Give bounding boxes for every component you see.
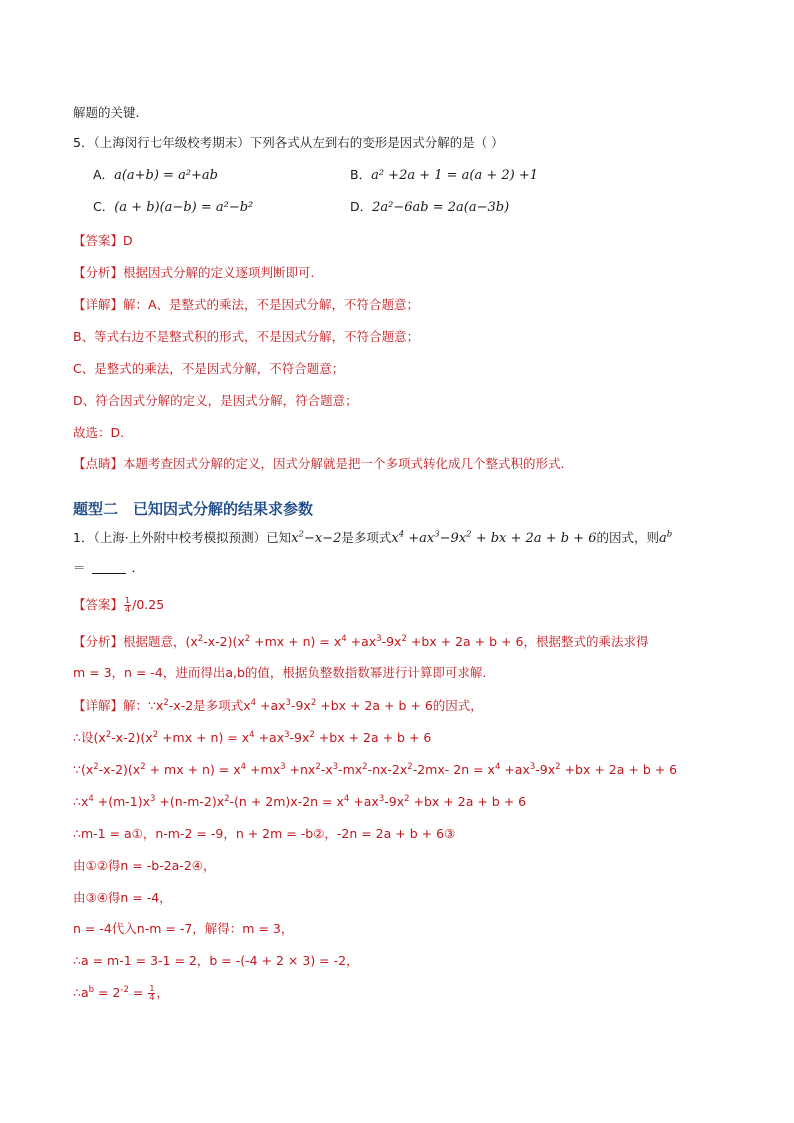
q5-detail-c: C、是整式的乘法，不是因式分解，不符合题意； <box>73 361 345 376</box>
q1-detail-2: ∴设$(x^2-x-2)(x^2 +mx + n) = x^4 +ax^3-9x^2 +bx + 2a + b + 6$ <box>73 729 432 745</box>
q5-choose: 故选：D. <box>73 425 125 440</box>
prev-tail: 解题的关键. <box>73 105 140 120</box>
q1-analysis-eq: $(x^2-x-2)(x^2 +mx + n) = x^4 +ax^3-9x^2 +bx + 2a + b + 6$ <box>185 633 524 649</box>
q1-detail-7: 由③④得n = -4， <box>73 890 172 905</box>
q5-detail-a: 【详解】解：A、是整式的乘法，不是因式分解，不符合题意； <box>73 297 420 312</box>
q1-detail-9: ∴a = m-1 = 3-1 = 2，b = -(-4 + 2 × 3) = -2， <box>73 953 359 968</box>
answer-blank <box>92 573 126 574</box>
q5-detail-b: B、等式右边不是整式积的形式，不是因式分解，不符合题意； <box>73 329 420 344</box>
section-title: 题型二 已知因式分解的结果求参数 <box>73 500 314 518</box>
q1-detail-8: n = -4代入n-m = -7，解得：m = 3， <box>73 921 294 936</box>
q1-target-expr: $a^b$ <box>659 529 673 546</box>
q1-stem-blank-line: ＝ ． <box>73 560 145 575</box>
q5-answer: 【答案】D <box>73 233 133 248</box>
q5-option-c: C．(a + b)(a−b) = a²−b² <box>93 199 254 215</box>
q1-analysis-2: m = 3，n = -4，进而得出a,b的值，根据负整数指数幂进行计算即可求解. <box>73 665 487 680</box>
q5-analysis: 【分析】根据因式分解的定义逐项判断即可. <box>73 265 315 280</box>
q1-stem: 1．（上海·上外附中校考模拟预测）已知$x^2-x-2$是多项式$x^4 +ax^3-9x^2$ + bx + 2a + b + 6的因式，则$a^b$ <box>73 529 673 546</box>
q1-result-fraction: $\frac{1}{4}$ <box>149 984 155 1002</box>
q1-detail-10: $\therefore a^b = 2^{-2}$ = $\frac{1}{4}$ ， <box>73 984 169 1002</box>
q1-detail-6: 由①②得n = -b-2a-2④， <box>73 858 216 873</box>
q1-detail-3: $\because(x^2-x-2)(x^2$ + mx + $n) = x^4 +mx^3 +nx^2-x^3-mx^2-nx-2x^2-2mx-$ $2n = x^4 +ax^3-9x^2 +bx + 2a + b + 6$ <box>73 761 678 777</box>
q5-detail-d: D、符合因式分解的定义，是因式分解，符合题意； <box>73 393 358 408</box>
q5-option-d: D．2a²−6ab = 2a(a−3b) <box>350 199 510 215</box>
q5-stem: 5．（上海闵行七年级校考期末）下列各式从左到右的变形是因式分解的是（ ） <box>73 135 504 150</box>
q1-detail-5: ∴m-1 = a①，n-m-2 = -9，n + 2m = -b②，-2n = 2a + b + 6③ <box>73 826 456 841</box>
q1-poly-expr: $x^4 +ax^3-9x^2$ + bx + 2a + b + 6 <box>391 529 597 546</box>
q1-analysis-1: 【分析】根据题意，$(x^2-x-2)(x^2 +mx + n) = x^4 +ax^3-9x^2 +bx + 2a + b + 6$，根据整式的乘法求得 <box>73 633 649 649</box>
q1-detail-1: 【详解】解：$\because x^2-x-2$是多项式$x^4 +ax^3-9x^2 +bx + 2a + b + 6$的因式， <box>73 697 483 713</box>
q1-answer: 【答案】 $\frac{1}{4}$ /0.25 <box>73 596 165 614</box>
q1-answer-fraction: $\frac{1}{4}$ <box>125 596 131 614</box>
q5-option-b: B．a² +2a + 1 = a(a + 2) +1 <box>350 167 539 183</box>
q5-option-a: A．a(a+b) = a²+ab <box>93 167 219 183</box>
q1-factor-expr: $x^2-x-2$ <box>291 529 342 546</box>
q5-comment: 【点睛】本题考查因式分解的定义，因式分解就是把一个多项式转化成几个整式积的形式. <box>73 456 565 471</box>
q1-detail-4: $\therefore x^4 +(m-1)x^3 +(n-m-2)x^2-(n + 2m)x-2n = x^4 +ax^3-9x^2 +bx + 2a + b + 6$ <box>73 793 527 809</box>
